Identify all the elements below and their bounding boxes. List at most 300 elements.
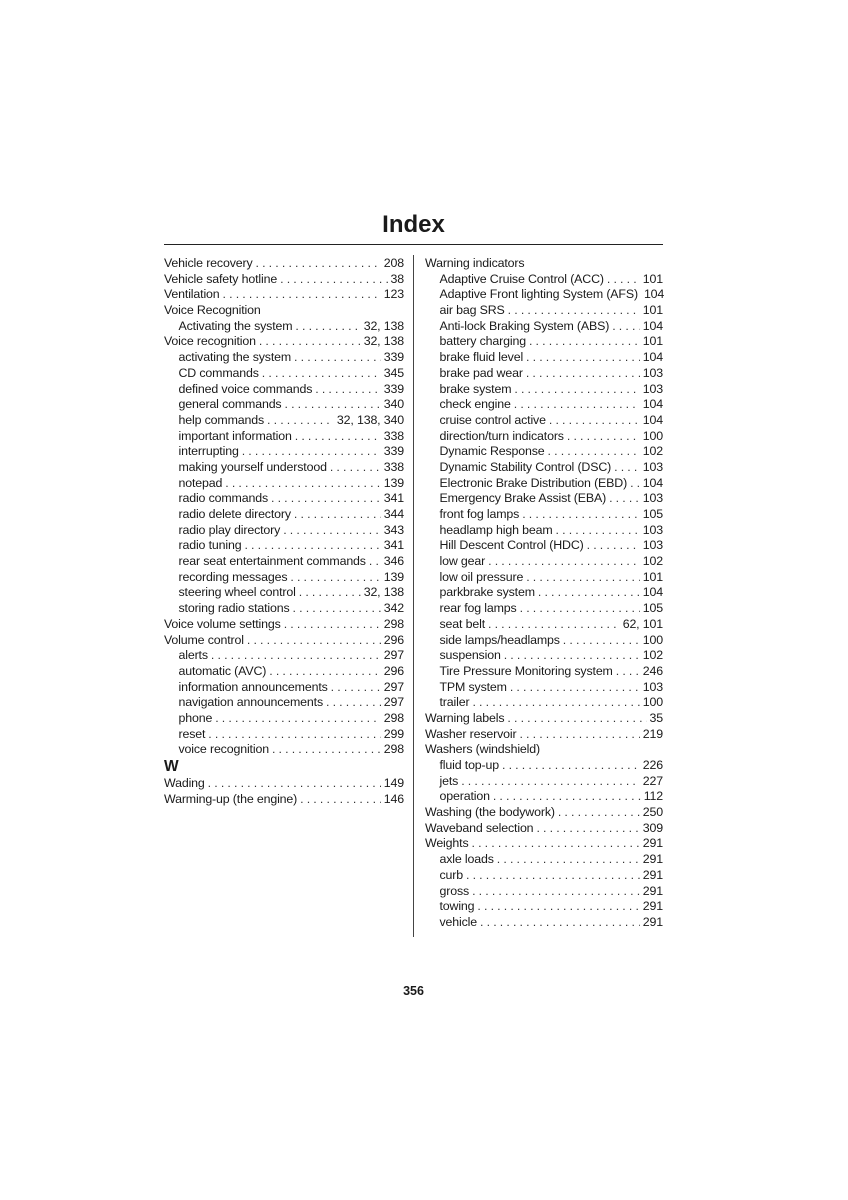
index-entry xyxy=(164,633,404,649)
index-entry xyxy=(425,821,663,837)
index-entry-label: Emergency Brake Assist (EBA) xyxy=(439,491,607,506)
index-entry-label: navigation announcements xyxy=(178,695,324,710)
index-entry-page: 291 xyxy=(642,852,663,867)
index-entry xyxy=(164,334,404,350)
index-entry-page: 309 xyxy=(642,820,663,835)
index-entry-label: Dynamic Stability Control (DSC) xyxy=(439,459,612,474)
index-entry-page: 338 xyxy=(383,459,404,474)
index-entry-label: battery charging xyxy=(439,334,526,349)
index-entry-page: 297 xyxy=(383,679,404,694)
dot-leader xyxy=(502,758,640,774)
index-entry-label: air bag SRS xyxy=(439,303,505,318)
index-subentry xyxy=(425,758,663,774)
index-entry-page: 103 xyxy=(642,381,663,396)
index-subentry xyxy=(164,366,404,382)
index-subentry xyxy=(425,554,663,570)
dot-leader xyxy=(480,915,640,931)
dot-leader xyxy=(630,476,640,492)
index-entry-label: notepad xyxy=(178,475,223,490)
index-subentry xyxy=(164,397,404,413)
index-entry-page: 338 xyxy=(383,428,404,443)
index-entry-page: 291 xyxy=(642,867,663,882)
index-subentry xyxy=(425,491,663,507)
index-entry xyxy=(425,711,663,727)
index-entry-label: radio tuning xyxy=(178,538,242,553)
index-entry-page: 103 xyxy=(642,491,663,506)
index-subentry xyxy=(164,507,404,523)
index-entry xyxy=(164,792,404,808)
dot-leader xyxy=(293,601,381,617)
dot-leader xyxy=(331,680,381,696)
index-subentry xyxy=(425,899,663,915)
index-subentry xyxy=(164,601,404,617)
index-entry-page: 339 xyxy=(383,444,404,459)
index-subentry xyxy=(425,601,663,617)
index-entry xyxy=(425,742,663,758)
index-subentry xyxy=(164,585,404,601)
index-subentry xyxy=(164,727,404,743)
index-subentry xyxy=(164,523,404,539)
index-entry-page: 104 xyxy=(642,475,663,490)
index-entry-page: 103 xyxy=(642,679,663,694)
index-subentry xyxy=(425,648,663,664)
index-subentry xyxy=(425,774,663,790)
dot-leader xyxy=(315,382,381,398)
dot-leader xyxy=(526,570,640,586)
index-subentry xyxy=(164,382,404,398)
index-entry-label: cruise control active xyxy=(439,412,546,427)
index-entry-page: 103 xyxy=(642,538,663,553)
dot-leader xyxy=(256,256,381,272)
index-entry xyxy=(164,287,404,303)
index-subentry xyxy=(164,711,404,727)
index-entry-page: 104 xyxy=(642,318,663,333)
index-subentry xyxy=(164,350,404,366)
index-entry-page: 339 xyxy=(383,350,404,365)
index-entry-page: 35 xyxy=(649,710,663,725)
index-entry-page: 100 xyxy=(642,632,663,647)
index-entry-label: front fog lamps xyxy=(439,507,520,521)
page-number: 356 xyxy=(403,984,424,998)
dot-leader xyxy=(607,272,640,288)
dot-leader xyxy=(208,776,381,792)
index-entry-page: 102 xyxy=(642,444,663,459)
dot-leader xyxy=(284,397,380,413)
dot-leader xyxy=(294,507,381,523)
index-entry-page: 104 xyxy=(642,412,663,427)
index-subentry xyxy=(425,476,663,492)
index-entry-label: alerts xyxy=(178,648,208,663)
dot-leader xyxy=(507,711,646,727)
dot-leader xyxy=(549,413,640,429)
index-entry-label: storing radio stations xyxy=(178,601,290,616)
index-entry-label: Volume control xyxy=(164,632,244,647)
index-subentry xyxy=(425,538,663,554)
index-subentry xyxy=(425,915,663,931)
index-entry-label: jets xyxy=(439,773,459,788)
index-entry-label: check engine xyxy=(439,397,511,412)
index-entry xyxy=(425,805,663,821)
index-entry-label: fluid top-up xyxy=(439,758,500,772)
dot-leader xyxy=(536,821,639,837)
index-entry-label: help commands xyxy=(178,412,265,427)
dot-leader xyxy=(300,792,381,808)
index-subentry xyxy=(425,695,663,711)
index-entry-page: 299 xyxy=(383,726,404,741)
dot-leader xyxy=(548,444,640,460)
index-entry-page: 341 xyxy=(383,491,404,506)
index-entry-page: 250 xyxy=(642,805,663,820)
index-entry-page: 32, 138 xyxy=(363,334,404,349)
index-entry-page: 298 xyxy=(383,616,404,631)
dot-leader xyxy=(280,272,387,288)
index-entry-label: curb xyxy=(439,867,464,882)
index-entry-page: 298 xyxy=(383,710,404,725)
dot-leader xyxy=(472,884,640,900)
index-entry-page: 297 xyxy=(383,695,404,710)
index-entry-label: defined voice commands xyxy=(178,381,313,396)
index-entry-page: 139 xyxy=(383,569,404,584)
index-entry-page: 291 xyxy=(642,883,663,898)
index-subentry xyxy=(425,460,663,476)
index-entry-page: 123 xyxy=(383,287,404,302)
index-subentry xyxy=(425,617,663,633)
index-entry-page: 101 xyxy=(642,271,663,286)
index-entry-page: 62, 101 xyxy=(622,616,663,631)
index-entry-label: Activating the system xyxy=(178,318,293,333)
index-entry-page: 101 xyxy=(642,569,663,584)
index-entry-label: Warming-up (the engine) xyxy=(164,791,298,806)
dot-leader xyxy=(508,303,640,319)
dot-leader xyxy=(294,350,381,366)
title-rule xyxy=(164,244,663,245)
index-entry-label: automatic (AVC) xyxy=(178,663,267,678)
index-subentry xyxy=(425,507,663,523)
dot-leader xyxy=(587,538,640,554)
index-entry-label: Dynamic Response xyxy=(439,444,545,459)
dot-leader xyxy=(299,585,361,601)
index-entry-label: Wading xyxy=(164,776,205,790)
dot-leader xyxy=(330,460,381,476)
index-entry-page: 344 xyxy=(383,507,404,521)
dot-leader xyxy=(295,319,360,335)
index-subentry xyxy=(164,413,404,429)
dot-leader xyxy=(504,648,640,664)
dot-leader xyxy=(272,742,381,758)
index-entry-label: making yourself understood xyxy=(178,459,327,474)
index-subentry xyxy=(425,334,663,350)
index-entry-label: rear seat entertainment commands xyxy=(178,554,366,569)
index-entry-label: Washers (windshield) xyxy=(425,742,540,757)
dot-leader xyxy=(538,585,640,601)
index-entry-label: low gear xyxy=(439,554,486,569)
index-subentry xyxy=(164,491,404,507)
index-entry-label: voice recognition xyxy=(178,742,269,757)
dot-leader xyxy=(488,554,640,570)
dot-leader xyxy=(466,868,640,884)
index-subentry xyxy=(425,382,663,398)
dot-leader xyxy=(558,805,640,821)
index-entry-label: phone xyxy=(178,710,213,725)
index-entry-label: important information xyxy=(178,428,292,443)
index-subentry xyxy=(164,319,404,335)
index-entry-label: Voice Recognition xyxy=(164,303,261,318)
index-entry-page: 101 xyxy=(642,334,663,349)
dot-leader xyxy=(284,617,381,633)
dot-leader xyxy=(609,491,640,507)
dot-leader xyxy=(616,664,640,680)
index-entry-label: vehicle xyxy=(439,914,478,929)
index-subentry xyxy=(164,570,404,586)
index-entry-page: 226 xyxy=(642,758,663,772)
dot-leader xyxy=(290,570,380,586)
index-entry-label: Waveband selection xyxy=(425,820,534,835)
index-entry-label: Vehicle safety hotline xyxy=(164,271,278,286)
dot-leader xyxy=(614,460,640,476)
dot-leader xyxy=(556,523,640,539)
index-entry-label: Washing (the bodywork) xyxy=(425,805,555,820)
index-subentry xyxy=(425,444,663,460)
dot-leader xyxy=(242,444,381,460)
dot-leader xyxy=(244,538,380,554)
index-subentry xyxy=(425,413,663,429)
index-entry-page: 104 xyxy=(642,397,663,412)
index-subentry xyxy=(425,664,663,680)
index-entry-page: 246 xyxy=(642,663,663,678)
dot-leader xyxy=(612,319,640,335)
index-entry-label: side lamps/headlamps xyxy=(439,632,560,647)
index-entry-page: 112 xyxy=(643,789,663,804)
index-subentry xyxy=(164,664,404,680)
index-entry-page: 146 xyxy=(383,791,404,806)
dot-leader xyxy=(208,727,380,743)
index-entry-label: activating the system xyxy=(178,350,292,365)
index-entry-page: 219 xyxy=(642,726,663,741)
index-entry-label: Voice recognition xyxy=(164,334,256,349)
index-entry-page: 102 xyxy=(642,554,663,569)
index-entry-label: gross xyxy=(439,883,470,898)
index-entry-label: Anti-lock Braking System (ABS) xyxy=(439,318,610,333)
index-entry-label: axle loads xyxy=(439,852,494,867)
index-entry xyxy=(164,303,404,319)
index-entry-label: parkbrake system xyxy=(439,585,535,600)
index-subentry xyxy=(425,523,663,539)
index-entry-label: radio play directory xyxy=(178,522,281,537)
index-entry-page: 101 xyxy=(642,303,663,318)
index-entry-page: 339 xyxy=(383,381,404,396)
index-subentry xyxy=(425,585,663,601)
index-entry-label: steering wheel control xyxy=(178,585,296,600)
index-subentry xyxy=(425,429,663,445)
dot-leader xyxy=(529,334,640,350)
index-subentry xyxy=(425,680,663,696)
index-entry-label: brake pad wear xyxy=(439,365,523,380)
index-subentry xyxy=(425,884,663,900)
index-entry-label: TPM system xyxy=(439,679,507,694)
index-entry-page: 298 xyxy=(383,742,404,757)
index-subentry xyxy=(425,852,663,868)
index-entry-page: 341 xyxy=(383,538,404,553)
index-entry-label: trailer xyxy=(439,695,470,710)
index-entry-label: Hill Descent Control (HDC) xyxy=(439,538,584,553)
index-entry-page: 104 xyxy=(642,585,663,600)
index-subentry xyxy=(425,350,663,366)
index-entry xyxy=(425,836,663,852)
index-column-left xyxy=(164,256,404,807)
index-entry-page: 103 xyxy=(642,522,663,537)
dot-leader xyxy=(526,350,640,366)
index-entry-label: Adaptive Front lighting System (AFS) xyxy=(439,287,638,302)
index-subentry xyxy=(164,554,404,570)
index-entry xyxy=(164,272,404,288)
index-entry xyxy=(164,776,404,792)
index-column-right xyxy=(425,256,663,931)
index-entry-page: 343 xyxy=(383,522,404,537)
dot-leader xyxy=(267,413,334,429)
index-entry-label: radio commands xyxy=(178,491,268,506)
dot-leader xyxy=(493,789,641,805)
index-entry-page: 102 xyxy=(642,648,663,663)
dot-leader xyxy=(211,648,381,664)
index-entry-page: 342 xyxy=(383,601,404,616)
index-entry-page: 208 xyxy=(383,256,404,270)
page-title: Index xyxy=(382,211,445,238)
dot-leader xyxy=(522,507,640,523)
index-entry-page: 149 xyxy=(383,776,404,790)
index-subentry xyxy=(425,397,663,413)
dot-leader xyxy=(262,366,381,382)
index-entry-page: 227 xyxy=(642,773,663,788)
index-entry-label: towing xyxy=(439,899,475,914)
index-entry-label: information announcements xyxy=(178,679,328,694)
index-entry-page: 345 xyxy=(383,365,404,380)
index-entry-label: recording messages xyxy=(178,569,288,584)
index-entry-page: 103 xyxy=(642,365,663,380)
index-entry-label: direction/turn indicators xyxy=(439,428,564,443)
index-entry-page: 296 xyxy=(383,663,404,678)
index-entry-label: Washer reservoir xyxy=(425,726,517,741)
dot-leader xyxy=(295,429,381,445)
dot-leader xyxy=(225,476,381,492)
index-subentry xyxy=(164,742,404,758)
index-entry xyxy=(425,256,663,272)
index-entry-label: general commands xyxy=(178,397,282,412)
index-entry-page: 32, 138, 340 xyxy=(336,412,404,427)
dot-leader xyxy=(514,382,639,398)
index-entry-page: 296 xyxy=(383,632,404,647)
dot-leader xyxy=(223,287,381,303)
dot-leader xyxy=(497,852,640,868)
dot-leader xyxy=(247,633,381,649)
index-entry xyxy=(164,256,404,272)
dot-leader xyxy=(477,899,639,915)
index-subentry xyxy=(164,695,404,711)
index-entry xyxy=(425,727,663,743)
index-entry-label: headlamp high beam xyxy=(439,522,553,537)
index-entry-label: W xyxy=(164,758,179,775)
index-entry-page: 104 xyxy=(643,287,665,302)
index-entry-label: Warning labels xyxy=(425,710,505,725)
index-entry-page: 291 xyxy=(642,899,663,914)
index-letter-heading xyxy=(164,758,404,776)
index-entry-label: reset xyxy=(178,726,206,741)
index-subentry xyxy=(164,476,404,492)
index-entry-page: 104 xyxy=(642,350,663,365)
dot-leader xyxy=(271,491,381,507)
index-subentry xyxy=(425,789,663,805)
index-entry-label: Weights xyxy=(425,836,469,851)
index-entry-label: Voice volume settings xyxy=(164,616,281,631)
dot-leader xyxy=(526,366,640,382)
index-entry-label: rear fog lamps xyxy=(439,601,517,616)
index-entry-label: Tire Pressure Monitoring system xyxy=(439,663,613,678)
index-subentry xyxy=(164,538,404,554)
index-subentry xyxy=(425,319,663,335)
dot-leader xyxy=(283,523,381,539)
dot-leader xyxy=(567,429,640,445)
dot-leader xyxy=(488,617,620,633)
dot-leader xyxy=(215,711,381,727)
index-entry-page: 105 xyxy=(642,601,663,616)
index-entry-label: radio delete directory xyxy=(178,507,291,521)
dot-leader xyxy=(472,695,639,711)
index-entry-page: 38 xyxy=(390,271,404,286)
index-entry-label: operation xyxy=(439,789,490,804)
index-entry-page: 291 xyxy=(642,836,663,851)
index-entry-page: 340 xyxy=(383,397,404,412)
index-subentry xyxy=(425,272,663,288)
index-entry-label: Adaptive Cruise Control (ACC) xyxy=(439,271,604,286)
index-subentry xyxy=(425,868,663,884)
dot-leader xyxy=(472,836,640,852)
dot-leader xyxy=(520,601,640,617)
index-entry-page: 291 xyxy=(642,914,663,929)
index-entry-page: 297 xyxy=(383,648,404,663)
dot-leader xyxy=(563,633,640,649)
index-subentry xyxy=(164,429,404,445)
index-entry-page: 100 xyxy=(642,695,663,710)
dot-leader xyxy=(514,397,640,413)
index-entry-label: CD commands xyxy=(178,365,259,380)
dot-leader xyxy=(510,680,640,696)
index-subentry xyxy=(164,648,404,664)
index-subentry xyxy=(425,633,663,649)
index-subentry xyxy=(425,303,663,319)
index-entry-page: 346 xyxy=(383,554,404,569)
index-entry-label: Warning indicators xyxy=(425,256,525,270)
index-entry-label: low oil pressure xyxy=(439,569,524,584)
dot-leader xyxy=(326,695,381,711)
index-entry-label: suspension xyxy=(439,648,501,663)
index-subentry xyxy=(164,444,404,460)
index-entry-page: 32, 138 xyxy=(363,585,404,600)
index-subentry xyxy=(425,366,663,382)
dot-leader xyxy=(259,334,361,350)
index-entry-label: interrupting xyxy=(178,444,239,459)
index-subentry xyxy=(164,680,404,696)
column-divider xyxy=(413,255,414,937)
dot-leader xyxy=(461,774,640,790)
dot-leader xyxy=(269,664,381,680)
index-entry-label: brake system xyxy=(439,381,512,396)
index-entry-page: 100 xyxy=(642,428,663,443)
index-entry-page: 105 xyxy=(642,507,663,521)
index-entry-label: brake fluid level xyxy=(439,350,524,365)
index-entry-label: seat belt xyxy=(439,616,485,631)
index-subentry xyxy=(425,570,663,586)
index-subentry xyxy=(425,287,663,303)
index-entry-label: Ventilation xyxy=(164,287,220,302)
